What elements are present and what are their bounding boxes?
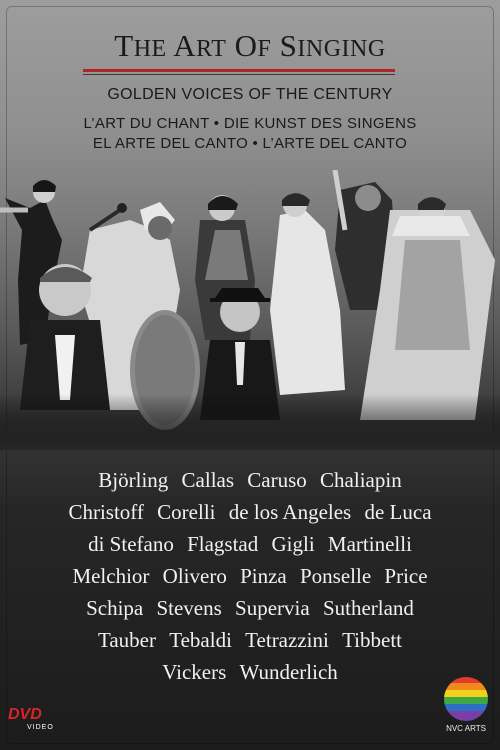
singer-name: Ponselle xyxy=(299,564,372,588)
singer-name: Caruso xyxy=(247,468,307,492)
language-line-2: EL ARTE DEL CANTO • L’ARTE DEL CANTO xyxy=(92,135,408,152)
nvc-rainbow-icon xyxy=(438,676,494,722)
title-red-rule xyxy=(83,69,395,72)
singer-name: Martinelli xyxy=(327,532,412,556)
singer-name: Pinza xyxy=(240,564,287,588)
singer-name: Callas xyxy=(181,468,235,492)
singer-name: Tetrazzini xyxy=(245,628,329,652)
dvd-video-logo xyxy=(8,706,68,736)
singers-collage-photo xyxy=(0,170,500,450)
singer-name: Vickers xyxy=(162,660,227,684)
singer-name: Tibbett xyxy=(342,628,402,652)
singer-row-5 xyxy=(0,596,500,621)
singer-name: Price xyxy=(384,564,428,588)
singer-name: Olivero xyxy=(162,564,227,588)
singer-name: Supervia xyxy=(235,596,310,620)
singer-row-3 xyxy=(0,532,500,557)
singer-name: Flagstad xyxy=(187,532,259,556)
singer-name: Gigli xyxy=(271,532,315,556)
singer-name: di Stefano xyxy=(88,532,174,556)
singer-name: Björling xyxy=(98,468,169,492)
singer-name: Melchior xyxy=(72,564,150,588)
cover-title xyxy=(0,28,500,64)
singer-name: Stevens xyxy=(156,596,222,620)
singer-name: Chaliapin xyxy=(320,468,402,492)
singer-row-2 xyxy=(0,500,500,525)
singer-row-4 xyxy=(0,564,500,589)
singer-row-7 xyxy=(0,660,500,685)
singer-name: de los Angeles xyxy=(228,500,352,524)
singer-name: de Luca xyxy=(364,500,432,524)
dvd-logo-sub: VIDEO xyxy=(27,724,54,731)
singer-name: Tebaldi xyxy=(169,628,232,652)
singer-name: Sutherland xyxy=(322,596,414,620)
cover-title-text: THE ART OF SINGING xyxy=(114,28,386,63)
singer-name: Christoff xyxy=(68,500,144,524)
dvd-logo-text: DVD xyxy=(8,706,42,723)
nvc-arts-logo xyxy=(438,676,494,736)
title-thin-rule xyxy=(83,74,395,75)
singer-row-6 xyxy=(0,628,500,653)
cover-subtitle: GOLDEN VOICES OF THE CENTURY xyxy=(107,86,393,103)
singer-name: Wunderlich xyxy=(239,660,338,684)
singer-row-1 xyxy=(0,468,500,493)
singer-name: Schipa xyxy=(86,596,144,620)
publisher-label: NVC ARTS xyxy=(446,724,486,733)
singer-name: Tauber xyxy=(98,628,156,652)
singer-name: Corelli xyxy=(157,500,216,524)
language-line-1: L’ART DU CHANT • DIE KUNST DES SINGENS xyxy=(83,115,417,132)
